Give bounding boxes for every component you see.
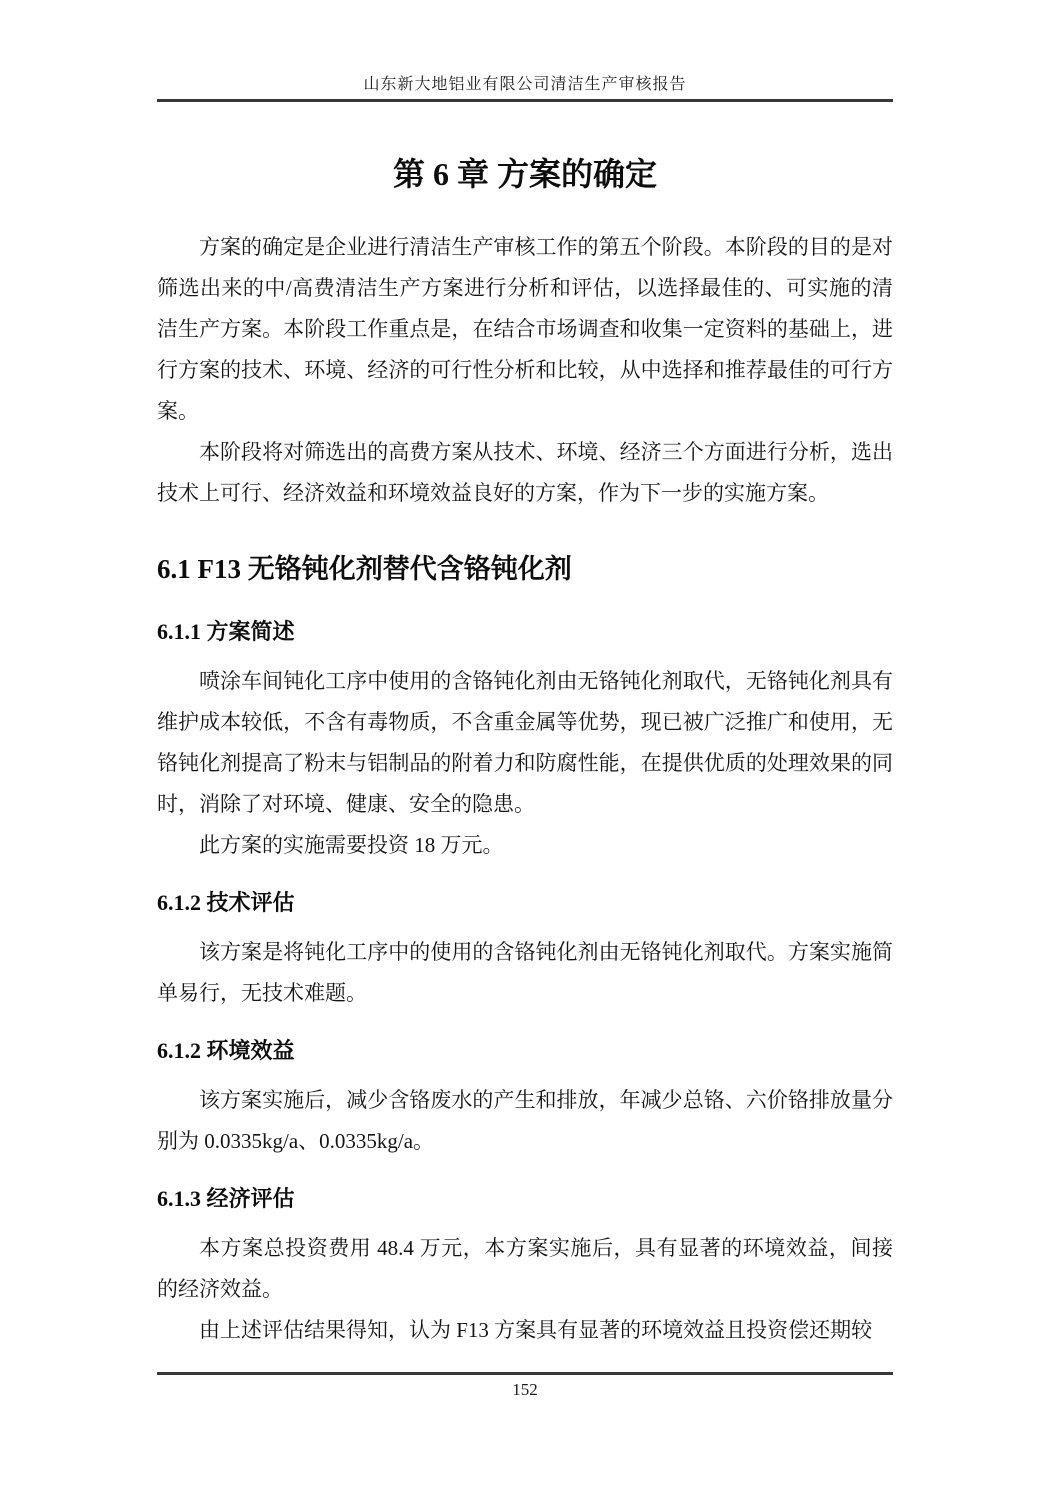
section-6-1-heading: 6.1 F13 无铬钝化剂替代含铬钝化剂 [157, 554, 572, 584]
page-number: 152 [512, 1380, 538, 1399]
header-rule [157, 99, 893, 102]
section-6-1-1-paragraph-1: 喷涂车间钝化工序中使用的含铬钝化剂由无铬钝化剂取代，无铬钝化剂具有维护成本较低，不含有毒物质，不含重金属等优势，现已被广泛推广和使用，无铬钝化剂提高了粉末与铝制品的附着力和防腐性能，在提供优质的处理效果的同时，消除了对环境、健康、安全的隐患。 [157, 669, 893, 816]
intro-paragraph-1: 方案的确定是企业进行清洁生产审核工作的第五个阶段。本阶段的目的是对筛选出来的中/高费清洁生产方案进行分析和评估，以选择最佳的、可实施的清洁生产方案。本阶段工作重点是，在结合市场调查和收集一定资料的基础上，进行方案的技术、环境、经济的可行性分析和比较，从中选择和推荐最佳的可行方案。 [157, 235, 893, 423]
section-6-1-1-paragraph-2: 此方案的实施需要投资 18 万元。 [199, 833, 504, 857]
section-6-1-1-heading: 6.1.1 方案简述 [157, 619, 295, 644]
page-footer [157, 1372, 893, 1400]
section-6-1-2-env-paragraph: 该方案实施后，减少含铬废水的产生和排放，年减少总铬、六价铬排放量分别为 0.0335kg/a、0.0335kg/a。 [157, 1088, 893, 1153]
section-6-1-3-paragraph-2: 由上述评估结果得知，认为 F13 方案具有显著的环境效益且投资偿还期较 [199, 1318, 873, 1342]
section-6-1-3-paragraph-1: 本方案总投资费用 48.4 万元，本方案实施后，具有显著的环境效益，间接的经济效益。 [157, 1236, 893, 1301]
intro-paragraph-2: 本阶段将对筛选出的高费方案从技术、环境、经济三个方面进行分析，选出技术上可行、经济效益和环境效益良好的方案，作为下一步的实施方案。 [157, 440, 893, 505]
section-6-1-2-tech-heading: 6.1.2 技术评估 [157, 890, 295, 915]
section-6-1-2-env-heading: 6.1.2 环境效益 [157, 1038, 295, 1063]
section-6-1-3-heading: 6.1.3 经济评估 [157, 1186, 295, 1211]
chapter-title: 第 6 章 方案的确定 [392, 156, 657, 192]
report-header-title: 山东新大地铝业有限公司清洁生产审核报告 [363, 76, 687, 93]
section-6-1-2-tech-paragraph: 该方案是将钝化工序中的使用的含铬钝化剂由无铬钝化剂取代。方案实施简单易行，无技术难题。 [157, 940, 893, 1005]
